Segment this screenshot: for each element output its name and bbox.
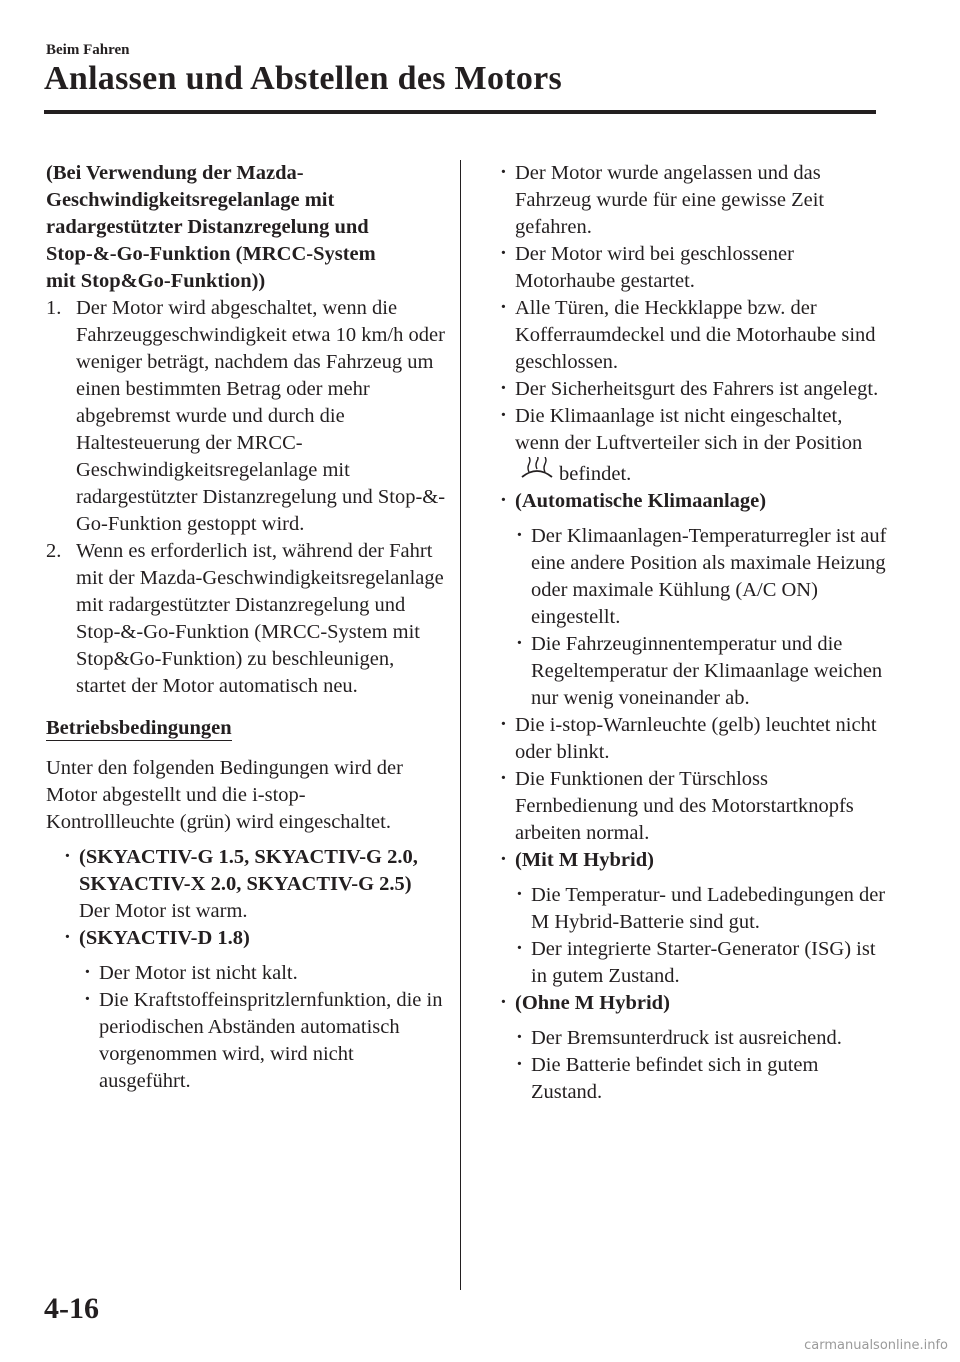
column-divider bbox=[460, 160, 461, 1290]
section-label: Beim Fahren bbox=[46, 42, 130, 58]
list-item: · Der Motor wird bei geschlossener Motorhaube gestartet. bbox=[498, 241, 888, 295]
m-hybrid-label: · (Mit M Hybrid) bbox=[498, 847, 888, 874]
list-item: · Die Funktionen der Türschloss Fernbedienung und des Motorstartknopfs arbeiten normal. bbox=[498, 766, 888, 847]
subheading-operating-conditions: Betriebsbedingungen bbox=[46, 717, 232, 739]
list-item: · Die Batterie befindet sich in gutem Zustand. bbox=[514, 1052, 888, 1106]
climate-text-after: befindet. bbox=[559, 463, 632, 485]
right-column bbox=[498, 160, 888, 1106]
step-1 bbox=[46, 295, 446, 538]
watermark: carmanualsonline.info bbox=[804, 1338, 948, 1353]
list-item: · Der Klimaanlagen-Temperaturregler ist auf eine andere Position als maximale Heizung oder maximale Kühlung (A/C ON) eingestellt. bbox=[514, 523, 888, 631]
intro-paragraph: Unter den folgenden Bedingungen wird der Motor abgestellt und die i-stop-Kontrollleuchte (grün) wird eingeschaltet. bbox=[46, 757, 403, 833]
m-hybrid-list bbox=[498, 882, 888, 990]
condition-heading: (Bei Verwendung der Mazda-Geschwindigkeitsregelanlage mit radargestützter Distanzregelung und Stop-&-Go-Funktion (MRCC-System mit Stop&Go-Funktion)) bbox=[46, 162, 376, 292]
list-item: · Der Bremsunterdruck ist ausreichend. bbox=[514, 1025, 888, 1052]
step-text: Der Motor wird abgeschaltet, wenn die Fahrzeuggeschwindigkeit etwa 10 km/h oder weniger beträgt, nachdem das Fahrzeug um einen bestimmten Betrag oder mehr abgebremst wurde und durch die Haltesteuerung der MRCC-Geschwindigkeitsregelanlage mit radargestützter Distanzregelung und Stop-&-Go-Funktion gestoppt wird. bbox=[76, 297, 446, 535]
defroster-icon bbox=[519, 457, 555, 483]
list-item: · Der integrierte Starter-Generator (ISG) ist in gutem Zustand. bbox=[514, 936, 888, 990]
engine-group-1-label: · (SKYACTIV-G 1.5, SKYACTIV-G 2.0, SKYACTIV-X 2.0, SKYACTIV-G 2.5) bbox=[62, 844, 446, 898]
list-item: · Die Temperatur- und Ladebedingungen der M Hybrid-Batterie sind gut. bbox=[514, 882, 888, 936]
engine-group-2-list bbox=[46, 960, 446, 1095]
steps-list bbox=[46, 295, 446, 700]
list-item: · Alle Türen, die Heckklappe bzw. der Kofferraumdeckel und die Motorhaube sind geschlossen. bbox=[498, 295, 888, 376]
step-text: Wenn es erforderlich ist, während der Fahrt mit der Mazda-Geschwindigkeitsregelanlage mit radargestützter Distanzregelung und Stop-&-Go-Funktion (MRCC-System mit Stop&Go-Funktion) zu beschleunigen, startet der Motor automatisch neu. bbox=[76, 540, 444, 697]
climate-text-before: Die Klimaanlage ist nicht eingeschaltet, wenn der Luftverteiler sich in der Position bbox=[515, 405, 863, 454]
auto-climate-label: · (Automatische Klimaanlage) bbox=[498, 488, 888, 515]
engine-group-1-text: Der Motor ist warm. bbox=[79, 900, 248, 922]
no-m-hybrid-label: · (Ohne M Hybrid) bbox=[498, 990, 888, 1017]
engine-group-2-label: · (SKYACTIV-D 1.8) bbox=[62, 925, 446, 952]
step-number: 1. bbox=[46, 297, 62, 319]
left-column bbox=[46, 160, 446, 1095]
list-item: · Die Kraftstoffeinspritzlernfunktion, die in periodischen Abständen automatisch vorgenommen wird, wird nicht ausgeführt. bbox=[82, 987, 446, 1095]
list-item: · Die i-stop-Warnleuchte (gelb) leuchtet nicht oder blinkt. bbox=[498, 712, 888, 766]
step-number: 2. bbox=[46, 540, 62, 562]
auto-climate-list bbox=[498, 523, 888, 712]
list-item: · Die Fahrzeuginnentemperatur und die Regeltemperatur der Klimaanlage weichen nur wenig voneinander ab. bbox=[514, 631, 888, 712]
list-item: · Der Motor ist nicht kalt. bbox=[82, 960, 446, 987]
list-item: · Der Sicherheitsgurt des Fahrers ist angelegt. bbox=[498, 376, 888, 403]
climate-list-item bbox=[498, 403, 888, 488]
no-m-hybrid-list bbox=[498, 1025, 888, 1106]
header-rule bbox=[44, 110, 876, 114]
step-2 bbox=[46, 538, 446, 700]
list-item: · Der Motor wurde angelassen und das Fahrzeug wurde für eine gewisse Zeit gefahren. bbox=[498, 160, 888, 241]
page-number: 4-16 bbox=[44, 1292, 99, 1325]
page-title: Anlassen und Abstellen des Motors bbox=[44, 60, 563, 97]
